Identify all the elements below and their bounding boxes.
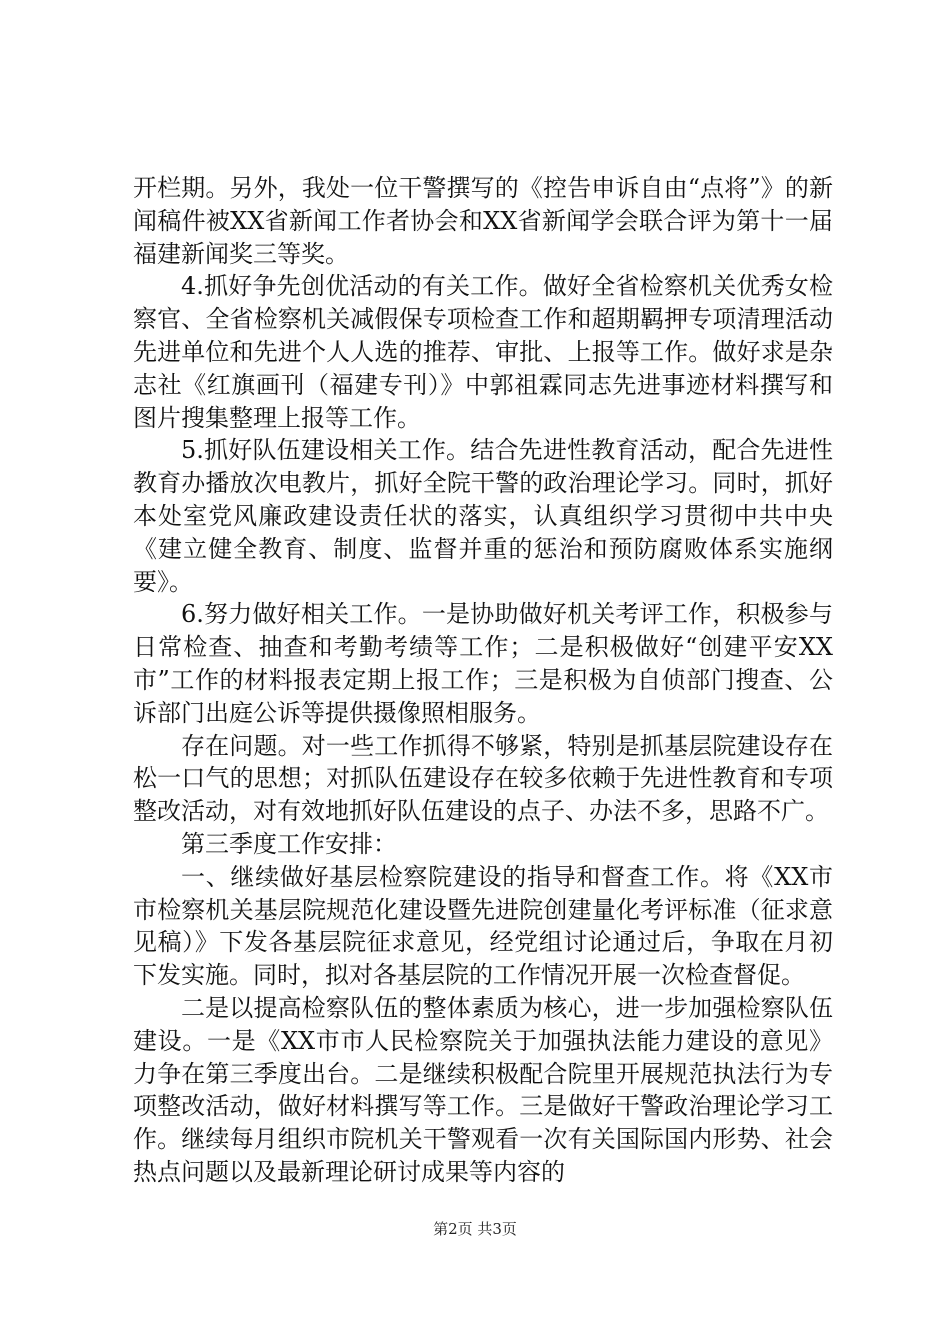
paragraph-1: 开栏期。另外，我处一位干警撰写的《控告申诉自由“点将”》的新闻稿件被XX省新闻工作者协会和XX省新闻学会联合评为第十一届福建新闻奖三等奖。 [133, 174, 833, 268]
paragraph-5: 存在问题。对一些工作抓得不够紧，特别是抓基层院建设存在松一口气的思想；对抓队伍建设存在较多依赖于先进性教育和专项整改活动，对有效地抓好队伍建设的点子、办法不多，思路不广。 [133, 731, 833, 826]
paragraph-8: 二是以提高检察队伍的整体素质为核心，进一步加强检察队伍建设。一是《XX市市人民检察院关于加强执法能力建设的意见》力争在第三季度出台。二是继续积极配合院里开展规范执法行为专项整改活动，做好材料撰写等工作。三是做好干警政治理论学习工作。继续每月组织市院机关干警观看一次有关国际国内形势、社会热点问题以及最新理论研讨成果等内容的 [133, 993, 833, 1186]
paragraph-6: 第三季度工作安排： [181, 829, 397, 858]
paragraph-7: 一、继续做好基层检察院建设的指导和督查工作。将《XX市市检察机关基层院规范化建设暨先进院创建量化考评标准（征求意见稿）》下发各基层院征求意见，经党组讨论通过后，争取在月初下发实施。同时，拟对各基层院的工作情况开展一次检查督促。 [133, 862, 833, 990]
paragraph-3: 5.抓好队伍建设相关工作。结合先进性教育活动，配合先进性教育办播放次电教片，抓好全院干警的政治理论学习。同时，抓好本处室党风廉政建设责任状的落实，认真组织学习贯彻中共中央《建立健全教育、制度、监督并重的惩治和预防腐败体系实施纲要》。 [133, 436, 833, 596]
paragraph-4: 6.努力做好相关工作。一是协助做好机关考评工作，积极参与日常检查、抽查和考勤考绩等工作；二是积极做好“创建平安XX市”工作的材料报表定期上报工作；三是积极为自侦部门搜查、公诉部门出庭公诉等提供摄像照相服务。 [133, 600, 833, 727]
document-body [133, 172, 833, 1189]
page-footer: 第2页 共3页 [433, 1220, 517, 1238]
paragraph-2: 4.抓好争先创优活动的有关工作。做好全省检察机关优秀女检察官、全省检察机关减假保专项检查工作和超期羁押专项清理活动先进单位和先进个人人选的推荐、审批、上报等工作。做好求是杂志社《红旗画刊（福建专刊）》中郭祖霖同志先进事迹材料撰写和图片搜集整理上报等工作。 [133, 272, 833, 432]
